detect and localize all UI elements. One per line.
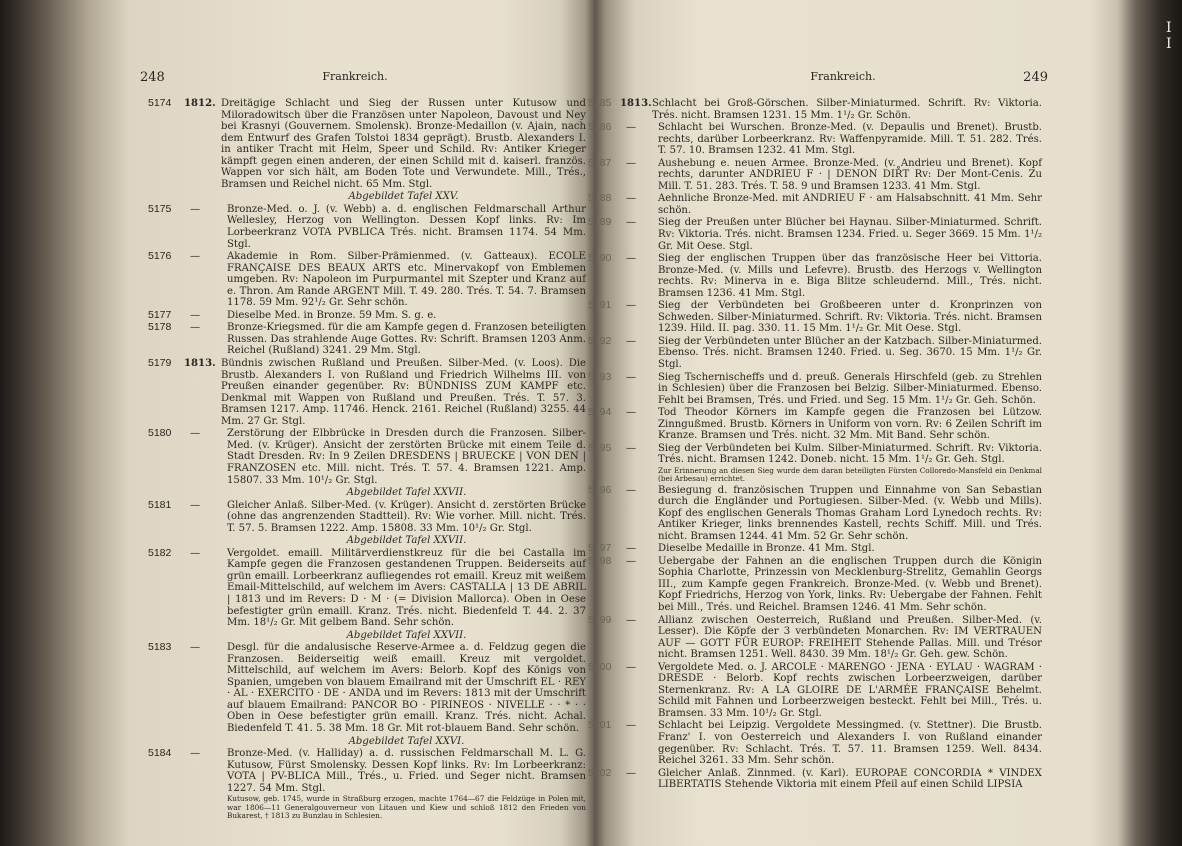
entry-footnote: Zur Erinnerung an diesen Sieg wurde dem daran beteiligten Fürsten Colloredo-Mansfeld ein Denkmal (bei Arbesau) errichtet. <box>658 465 1042 484</box>
lot-number: 5183 <box>148 641 172 654</box>
entry-description: Gleicher Anlaß. Zinnmed. (v. Karl). EUROPAE CONCORDIA * VINDEX LIBERTATIS Stehende Viktoria mit einem Pfeil auf einen Schild LIPSIA <box>658 767 1042 791</box>
entry-description: Bronze-Med. (v. Halliday) a. d. russischen Feldmarschall M. L. G. Kutusow, Fürst Smolensky. Dessen Kopf links. Rv: Im Lorbeerkranz: VOTA | PV-BLICA Mill., Trés., u. Fried. und Seger nicht. Bramsen 1227. 54 Mm. Stgl. <box>227 748 586 794</box>
entry-text-block <box>658 158 1042 193</box>
catalog-entry <box>148 322 586 357</box>
plate-reference: Abgebildet Tafel XXVI. <box>348 735 465 747</box>
lot-number: 5186 <box>588 121 612 134</box>
entry-description: Sieg Tschernischeffs und d. preuß. Generals Hirschfeld (geb. zu Strehlen in Schlesien) über die Franzosen bei Belzig. Silber-Miniaturmed. Ebenso. Fehlt bei Bramsen, Trés. und Fried. und Seg. 15 Mm. 1¹/₂ Gr. Geh. Schön. <box>658 371 1042 406</box>
entry-description: Sieg der Preußen unter Blücher bei Haynau. Silber-Miniaturmed. Schrift. Rv: Viktoria. Trés. nicht. Bramsen 1234. Fried. u. Seger 3669. 15 Mm. 1¹/₂ Gr. Mit Oese. Stgl. <box>658 217 1042 252</box>
entry-text-block <box>658 662 1042 720</box>
catalog-entry <box>588 768 1042 791</box>
entry-description: Vergoldet. emaill. Militärverdienstkreuz für die bei Castalla im Kampfe gegen die Franzosen gestandenen Truppen. Beiderseits auf grün emaill. Lorbeerkranz aufliegendes rot emaill. Kreuz mit weißem Email-Mittelschild, auf welchem im Avers: CASTALLA | 13 DE ABRIL | 1813 und im Revers: D · M · (= Division Mallorca). Oben in Oese befestigter grün emaill. Kranz. Trés. nicht. Biedenfeld T. 44. 2. 37 Mm. 18¹/₂ Gr. Mit gelbem Band. Sehr schön. <box>227 547 586 629</box>
catalog-entry <box>588 98 1042 121</box>
entry-year: — <box>626 442 637 454</box>
lot-number: 5196 <box>588 483 612 496</box>
catalog-entry <box>148 251 586 309</box>
entry-description: Bronze-Med. o. J. (v. Webb) a. d. englischen Feldmarschall Arthur Wellesley, Herzog von Wellington. Dessen Kopf links. Rv: Im Lorbeerkranz VOTA PVBLICA Trés. nicht. Bramsen 1174. 54 Mm. Stgl. <box>227 203 586 250</box>
catalog-entry <box>588 662 1042 720</box>
catalog-entry <box>148 748 586 820</box>
catalog-entry <box>148 500 586 547</box>
entry-year: — <box>190 547 201 559</box>
lot-number: 5191 <box>588 299 612 312</box>
lot-number: 5178 <box>148 321 172 334</box>
plate-reference: Abgebildet Tafel XXVII. <box>346 535 467 547</box>
entry-year: — <box>626 253 637 265</box>
lot-number: 5200 <box>588 660 612 673</box>
lot-number: 5193 <box>588 370 612 383</box>
lot-number: 5180 <box>148 427 172 440</box>
entry-year: — <box>626 335 637 347</box>
entry-description: Aushebung e. neuen Armee. Bronze-Med. (v. Andrieu und Brenet). Kopf rechts, darunter ANDRIEU F · | DENON DIR̊T Rv: Der Mont-Cenis. Zu Mill. T. 51. 283. Trés. T. 58. 9 und Bramsen 1233. 41 Mm. Stgl. <box>658 157 1042 192</box>
catalog-entry <box>588 543 1042 555</box>
entry-year: — <box>190 748 201 760</box>
left-page-header <box>120 70 590 88</box>
lot-number: 5182 <box>148 546 172 559</box>
entry-description: Dreitägige Schlacht und Sieg der Russen unter Kutusow und Miloradowitsch über die Französen unter Napoleon, Davoust und Ney bei Krasnyi (Gouvernem. Smolensk). Bronze-Medaillon (v. Ajain, nach dem Entwurf des Grafen Tolstoi 1834 geprägt). Brustb. Alexanders I. in antiker Tracht mit Helm, Speer und Schild. Rv: Antiker Krieger kämpft gegen einen anderen, der einen Schild mit d. kaiserl. französ. Wappen vor sich hält, am Boden Tote und Verwundete. Mill., Trés., Bramsen und Reichel nicht. 65 Mm. Stgl. <box>221 98 586 190</box>
catalog-entry <box>588 372 1042 407</box>
edge-mark: I I <box>1166 20 1172 52</box>
lot-number: 5201 <box>588 719 612 732</box>
lot-number: 5175 <box>148 202 172 215</box>
entry-text-block <box>221 98 586 203</box>
catalog-entry <box>588 556 1042 614</box>
lot-number: 5197 <box>588 542 612 555</box>
catalog-entry <box>588 158 1042 193</box>
catalog-entry <box>148 204 586 250</box>
entry-year: — <box>190 322 201 334</box>
catalog-entry <box>588 193 1042 216</box>
entry-text-block <box>658 443 1042 484</box>
entry-footnote: Kutusow, geb. 1745, wurde in Straßburg erzogen, machte 1764—67 die Feldzüge in Polen mit, war 1806—11 Generalgouverneur von Litauen und Kiew und schloß 1812 den Frieden von Bukarest, † 1813 zu Bunzlau in Schlesien. <box>227 794 586 820</box>
catalog-entry <box>148 98 586 203</box>
lot-number: 5198 <box>588 554 612 567</box>
entry-year: — <box>190 309 201 321</box>
lot-number: 5195 <box>588 441 612 454</box>
entry-year: — <box>626 543 637 555</box>
entry-description: Desgl. für die andalusische Reserve-Armee a. d. Feldzug gegen die Franzosen. Beiderseitig weiß emaill. Kreuz mit vergoldet. Mittelschild, auf welchem im Avers: Belorb. Kopf des Königs von Spanien, umgeben von blauem Emailrand mit der Umschrift EL · REY · AL · EXERCITO · DE · ANDA und im Revers: 1813 mit der Umschrift auf blauem Emailrand: PANCOR BO · PIRINEOS · NIVELLE · · * · · Oben in Oese befestigter grün emaill. Kranz. Trés. nicht. Achal. Biedenfeld T. 41. 5. 38 Mm. 18 Gr. Mit rot-blauem Band. Sehr schön. <box>227 642 586 734</box>
entry-text-block <box>658 253 1042 299</box>
entry-year: — <box>626 217 637 229</box>
entry-text-block <box>227 500 586 547</box>
entry-description: Dieselbe Med. in Bronze. 59 Mm. S. g. e. <box>227 309 437 321</box>
catalog-entry <box>148 428 586 498</box>
entry-text-block <box>658 485 1042 543</box>
entry-year: — <box>190 251 201 263</box>
entry-year: — <box>626 193 637 205</box>
left-page <box>120 0 590 846</box>
lot-number: 5187 <box>588 156 612 169</box>
plate-reference: Abgebildet Tafel XXVII. <box>346 629 467 641</box>
entry-description: Akademie in Rom. Silber-Prämienmed. (v. Gatteaux). ECOLE FRANÇAISE DES BEAUX ARTS etc. Minervakopf von Emblemen umgeben. Rv: Napoleon im Purpurmantel mit Szepter und Kranz auf e. Thron. Am Rande ARGENT Mill. T. 49. 280. Trés. T. 54. 7. Bramsen 1178. 59 Mm. 92¹/₂ Gr. Sehr schön. <box>227 251 586 309</box>
catalog-entry <box>148 310 586 322</box>
entry-description: Schlacht bei Leipzig. Vergoldete Messingmed. (v. Stettner). Die Brustb. Franz' I. von Oesterreich und Alexanders I. von Rußland einander gegenüber. Rv: Schlacht. Trés. T. 57. 11. Bramsen 1259. Well. 8434. Reichel 3261. 33 Mm. Sehr schön. <box>658 720 1042 767</box>
catalog-entry <box>588 720 1042 766</box>
catalog-entry <box>588 336 1042 371</box>
entry-description: Bronze-Kriegsmed. für die am Kampfe gegen d. Franzosen beteiligten Russen. Das strahlende Auge Gottes. Rv: Schrift. Bramsen 1203 Anm. Reichel (Rußland) 3241. 29 Mm. Stgl. <box>227 322 586 357</box>
entry-description: Uebergabe der Fahnen an die englischen Truppen durch die Königin Sophia Charlotte, Prinzessin von Mecklenburg-Strelitz, Gemahlin Georgs III., zum Kampfe gegen Frankreich. Bronze-Med. (v. Webb und Brenet). Kopf Friedrichs, Herzog von York, links. Rv: Uebergabe der Fahnen. Fehlt bei Mill., Trés. und Reichel. Bramsen 1246. 41 Mm. Sehr schön. <box>658 555 1042 614</box>
entry-text-block <box>227 251 586 309</box>
entry-description: Tod Theodor Körners im Kampfe gegen die Franzosen bei Lützow. Zinngußmed. Brustb. Körners in Uniform von vorn. Rv: 6 Zeilen Schrift im Kranze. Bramsen und Trés. nicht. 32 Mm. Mit Band. Sehr schön. <box>658 407 1042 442</box>
catalog-entry <box>588 485 1042 543</box>
entry-description: Aehnliche Bronze-Med. mit ANDRIEU F · am Halsabschnitt. 41 Mm. Sehr schön. <box>658 193 1042 216</box>
catalog-entry <box>148 548 586 641</box>
entry-text-block <box>652 98 1042 121</box>
catalog-entry <box>588 217 1042 252</box>
entry-text-block <box>658 768 1042 791</box>
entry-text-block <box>658 336 1042 371</box>
page-number: 248 <box>140 70 165 85</box>
entry-description: Schlacht bei Wurschen. Bronze-Med. (v. Depaulis und Brenet). Brustb. rechts, darüber Lorbeerkranz. Rv: Waffenpyramide. Mill. T. 51. 282. Trés. T. 57. 10. Bramsen 1232. 41 Mm. Stgl. <box>658 122 1042 157</box>
entry-text-block <box>658 217 1042 252</box>
entry-text-block <box>658 720 1042 766</box>
entry-text-block <box>658 556 1042 614</box>
lot-number: 5174 <box>148 97 172 109</box>
entry-description: Sieg der englischen Truppen über das französische Heer bei Vittoria. Bronze-Med. (v. Mills und Lefevre). Brustb. des Herzogs v. Wellington rechts. Rv: Minerva in e. Biga Blitze schleudernd. Mill., Trés. nicht. Bramsen 1236. 41 Mm. Stgl. <box>658 253 1042 299</box>
entry-year: — <box>190 499 201 511</box>
entry-text-block <box>658 193 1042 216</box>
entry-text-block <box>658 372 1042 407</box>
plate-reference: Abgebildet Tafel XXV. <box>348 191 459 203</box>
entry-description: Gleicher Anlaß. Silber-Med. (v. Krüger). Ansicht d. zerstörten Brücke (ohne das angrenzenden Stadtteil). Rv: Wie vorher. Mill. nicht. Trés. T. 57. 5. Bramsen 1222. Amp. 15808. 33 Mm. 10¹/₂ Gr. Stgl. <box>227 499 586 534</box>
entry-year: 1813. <box>620 98 652 109</box>
entry-description: Bündnis zwischen Rußland und Preußen. Silber-Med. (v. Loos). Die Brustb. Alexanders I. von Rußland und Friedrich Wilhelms III. von Preußen einander gegenüber. Rv: BÜNDNISS ZUM KAMPF etc. Denkmal mit Wappen von Rußland und Preußen. Trés. T. 57. 3. Bramsen 1217. Amp. 11746. Henck. 2161. Reichel (Rußland) 3255. 44 Mm. 27 Gr. Stgl. <box>221 358 586 427</box>
entry-text-block <box>227 428 586 498</box>
entry-description: Sieg der Verbündeten bei Großbeeren unter d. Kronprinzen von Schweden. Silber-Miniaturmed. Schrift. Rv: Viktoria. Trés. nicht. Bramsen 1239. Hild. II. pag. 330. 11. 15 Mm. 1¹/₂ Gr. Mit Oese. Stgl. <box>658 300 1042 335</box>
entry-text-block <box>227 310 586 322</box>
entry-text-block <box>227 642 586 747</box>
entry-year: — <box>626 300 637 312</box>
entry-year: 1813. <box>184 358 216 370</box>
plate-reference: Abgebildet Tafel XXVII. <box>346 487 467 499</box>
entry-text-block <box>658 300 1042 335</box>
catalog-entry <box>588 300 1042 335</box>
lot-number: 5192 <box>588 334 612 347</box>
lot-number: 5190 <box>588 252 612 265</box>
catalog-entry <box>588 253 1042 299</box>
entry-year: — <box>626 720 637 732</box>
entry-year: — <box>626 555 637 567</box>
entry-year: — <box>626 371 637 383</box>
lot-number: 5202 <box>588 766 612 779</box>
catalog-entry <box>588 443 1042 484</box>
lot-number: 5177 <box>148 308 172 321</box>
lot-number: 5189 <box>588 216 612 229</box>
entry-description: Dieselbe Medaille in Bronze. 41 Mm. Stgl. <box>658 543 875 555</box>
entry-description: Sieg der Verbündeten unter Blücher an der Katzbach. Silber-Miniaturmed. Ebenso. Trés. nicht. Bramsen 1240. Fried. u. Seg. 3670. 15 Mm. 1¹/₂ Gr. Stgl. <box>658 335 1042 371</box>
catalog-entry <box>588 407 1042 442</box>
entry-text-block <box>658 615 1042 661</box>
lot-number: 5199 <box>588 613 612 626</box>
entry-description: Besiegung d. französischen Truppen und Einnahme von San Sebastian durch die Engländer und Portugiesen. Silber-Med. (v. Webb und Mills). Kopf des englischen Generals Thomas Graham Lord Lynedoch rechts. Rv: Antiker Krieger, links brennendes Kastell, rechts Schiff. Mill. und Trés. nicht. Bramsen 1244. 41 Mm. 52 Gr. Sehr schön. <box>658 484 1042 542</box>
entry-description: Zerstörung der Elbbrücke in Dresden durch die Franzosen. Silber-Med. (v. Krüger). Ansicht der zerstörten Brücke mit einem Teile d. Stadt Dresden. Rv: In 9 Zeilen DRESDENS | BRUECKE | VON DEN | FRANZOSEN etc. Mill. nicht. Trés. T. 57. 4. Bramsen 1221. Amp. 15807. 33 Mm. 10¹/₂ Gr. Stgl. <box>227 428 586 486</box>
catalog-entry <box>148 358 586 427</box>
entry-text-block <box>227 548 586 641</box>
entry-text-block <box>658 407 1042 442</box>
entry-description: Sieg der Verbündeten bei Kulm. Silber-Miniaturmed. Schrift. Rv: Viktoria. Trés. nicht. Bramsen 1242. Doneb. nicht. 15 Mm. 1¹/₂ Gr. Geh. Stgl. <box>658 442 1042 466</box>
entry-description: Allianz zwischen Oesterreich, Rußland und Preußen. Silber-Med. (v. Lesser). Die Köpfe der 3 verbündeten Monarchen. Rv: IM VERTRAUEN AUF — GOTT FÜR EUROP: FREIHEIT Stehende Pallas. Mill. und Trésor nicht. Bramsen 1251. Well. 8430. 39 Mm. 18¹/₂ Gr. Geh. gew. Schön. <box>658 614 1042 661</box>
lot-number: 5179 <box>148 357 172 370</box>
entry-text-block <box>227 204 586 250</box>
entry-text-block <box>221 358 586 427</box>
entry-year: — <box>626 767 637 779</box>
entry-year: — <box>626 484 637 496</box>
page-number: 249 <box>1023 70 1048 85</box>
entry-description: Vergoldete Med. o. J. ARCOLE · MARENGO · JENA · EYLAU · WAGRAM · DRESDE · Belorb. Kopf rechts zwischen Lorbeerzweigen, darüber Sternenkranz. Rv: A LA GLOIRE DE L'ARMÉE FRANÇAISE Behelmt. Schild mit Fahnen und Lorbeerzweigen besteckt. Fehlt bei Mill., Trés. u. Bramsen. 33 Mm. 10¹/₂ Gr. Stgl. <box>658 661 1042 719</box>
entry-text-block <box>227 322 586 357</box>
entry-description: Schlacht bei Groß-Görschen. Silber-Miniaturmed. Schrift. Rv: Viktoria. Trés. nicht. Bramsen 1231. 15 Mm. 1¹/₂ Gr. Schön. <box>652 98 1042 121</box>
lot-number: 5188 <box>588 192 612 205</box>
lot-number: 5176 <box>148 250 172 263</box>
entry-year: — <box>626 661 637 673</box>
entry-year: — <box>190 203 201 215</box>
entry-year: — <box>190 428 201 440</box>
entry-year: — <box>626 122 637 134</box>
right-page-header <box>598 70 1088 88</box>
entry-year: — <box>626 157 637 169</box>
entry-year: — <box>626 407 637 419</box>
lot-number: 5184 <box>148 747 172 760</box>
entry-text-block <box>658 122 1042 157</box>
lot-number: 5181 <box>148 498 172 511</box>
entry-text-block <box>658 543 1042 555</box>
entry-text-block <box>227 748 586 820</box>
catalog-entry <box>588 615 1042 661</box>
lot-number: 5194 <box>588 406 612 419</box>
right-entry-list <box>588 98 1042 792</box>
left-entry-list <box>148 98 586 821</box>
catalog-entry <box>588 122 1042 157</box>
entry-year: 1812. <box>184 98 216 109</box>
running-title: Frankreich. <box>810 70 876 83</box>
entry-year: — <box>626 614 637 626</box>
right-page <box>588 0 1088 846</box>
catalog-entry <box>148 642 586 747</box>
entry-year: — <box>190 642 201 654</box>
running-title: Frankreich. <box>322 70 388 83</box>
lot-number: 5185 <box>588 97 612 109</box>
